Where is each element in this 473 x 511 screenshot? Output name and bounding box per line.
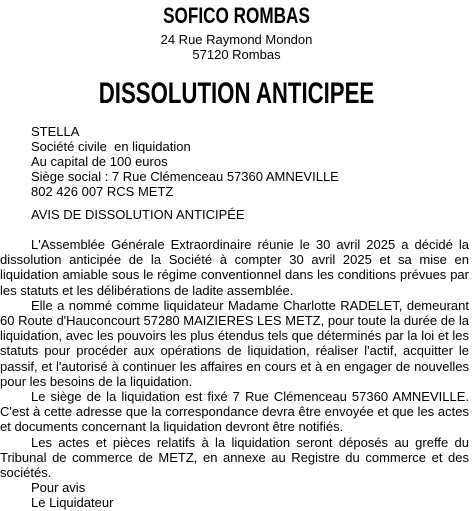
company-name: STELLA (31, 124, 80, 139)
avis-heading: AVIS DE DISSOLUTION ANTICIPÉE (31, 207, 245, 222)
company-rcs: 802 426 007 RCS METZ (31, 184, 174, 199)
paragraph-liquidation-seat: Le siège de la liquidation est fixé 7 Rue Clémenceau 57360 AMNEVILLE. C'est à cette adresse que la correspondance devra être envoyée et que les actes et documents concernant la liquidation devront être notifiés. (0, 389, 469, 435)
header-company-name: SOFICO ROMBAS (163, 3, 310, 28)
company-registered-office: Siège social : 7 Rue Clémenceau 57360 AMNEVILLE (31, 169, 339, 184)
company-capital: Au capital de 100 euros (31, 154, 168, 169)
notice-body (0, 237, 469, 511)
paragraph-liquidator: Elle a nommé comme liquidateur Madame Charlotte RADELET, demeurant 60 Route d'Hauconcourt 57280 MAIZIERES LES METZ, pour toute la durée de la liquidation, avec les pouvoirs les plus étendus tels que déterminés par la loi et les statuts pour procéder aux opérations de liquidation, réaliser l'actif, acquitter le passif, et l'autorisé à continuer les affaires en cours et à en engager de nouvelles pour les besoins de la liquidation. (0, 297, 469, 389)
notice-title: DISSOLUTION ANTICIPEE (98, 77, 375, 110)
header-address-street: 24 Rue Raymond Mondon (160, 32, 313, 47)
header-address-city: 57120 Rombas (192, 47, 281, 62)
closing-pour-avis: Pour avis (31, 480, 86, 496)
company-details (31, 124, 339, 199)
paragraph-filing: Les actes et pièces relatifs à la liquidation seront déposés au greffe du Tribunal de commerce de METZ, en annexe au Registre du commerce et des sociétés. (0, 434, 469, 481)
paragraph-dissolution: L'Assemblée Générale Extraordinaire réunie le 30 avril 2025 a décidé la dissolution anticipée de la Société à compter 30 avril 2025 et sa mise en liquidation amiable sous le régime conventionnel dans les conditions prévues par les statuts et les délibérations de ladite assemblée. (0, 237, 469, 298)
company-form: Société civile en liquidation (31, 139, 191, 154)
closing-signature: Le Liquidateur (31, 495, 114, 511)
